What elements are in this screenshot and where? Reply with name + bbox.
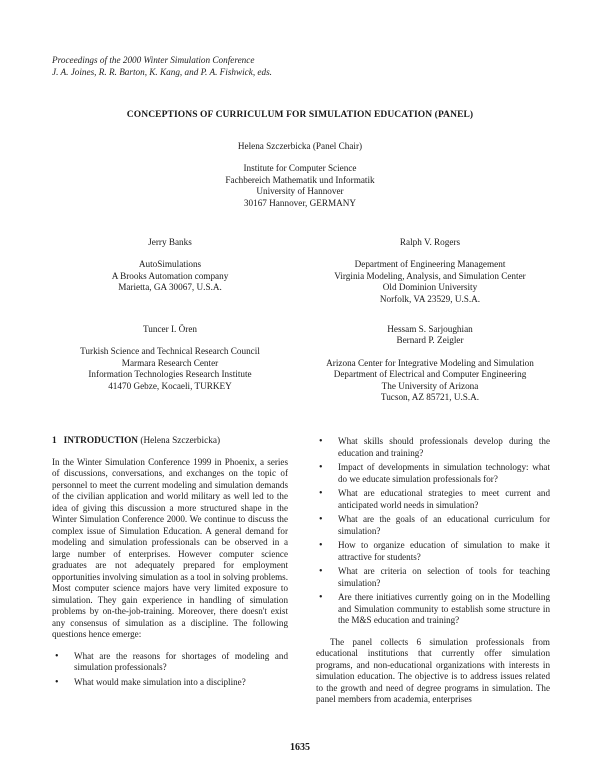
right-column (316, 436, 550, 706)
proceedings-header (52, 54, 272, 78)
paper-title: CONCEPTIONS OF CURRICULUM FOR SIMULATION EDUCATION (PANEL) (126, 110, 474, 120)
chair-affil-2: Fachbereich Mathematik und Informatik (225, 174, 375, 185)
author-block-sarjoughian-zeigler (300, 324, 560, 403)
left-column (52, 436, 288, 691)
list-item: • What are the reasons for shortages of modeling and simulation professionals? (52, 651, 288, 674)
question-list-left (52, 651, 288, 689)
author-name: Ralph V. Rogers (399, 237, 461, 247)
author-affil: Norfolk, VA 23529, U.S.A. (379, 293, 481, 304)
author-affil: Old Dominion University (382, 282, 478, 293)
author-affil: Tucson, AZ 85721, U.S.A. (380, 392, 480, 403)
author-affil: Marmara Research Center (121, 357, 219, 368)
author-affil: Department of Electrical and Computer Engineering (333, 369, 527, 380)
list-item: • Impact of developments in simulation technology: what do we educate simulation professionals for? (316, 462, 550, 485)
chair-name: Helena Szczerbicka (Panel Chair) (237, 141, 363, 151)
author-name: Bernard P. Zeigler (396, 335, 464, 346)
chair-affil-1: Institute for Computer Science (243, 163, 357, 174)
author-affil: Information Technologies Research Institute (88, 369, 252, 380)
author-affil: The University of Arizona (381, 380, 479, 391)
proceedings-line-1: Proceedings of the 2000 Winter Simulation Conference (52, 55, 255, 65)
list-item: • What skills should professionals develop during the education and training? (316, 436, 550, 459)
chair-affil-4: 30167 Hannover, GERMANY (243, 197, 357, 208)
section-number: 1 (52, 436, 57, 446)
list-item: • What would make simulation into a discipline? (52, 677, 288, 689)
section-heading (52, 436, 288, 448)
author-affil: A Brooks Automation company (111, 270, 229, 281)
list-item: • What are the goals of an educational curriculum for simulation? (316, 514, 550, 537)
author-block-oren (40, 324, 300, 392)
section-title: INTRODUCTION (63, 436, 139, 446)
author-affil: Arizona Center for Integrative Modeling and Simulation (326, 357, 534, 368)
author-affil: Turkish Science and Technical Research Council (80, 346, 260, 357)
list-item: • What are criteria on selection of tools for teaching simulation? (316, 566, 550, 589)
author-block-banks (60, 237, 280, 294)
author-affil: AutoSimulations (138, 259, 202, 270)
chair-affil-3: University of Hannover (256, 186, 344, 197)
author-affil: 41470 Gebze, Kocaeli, TURKEY (108, 380, 232, 391)
list-item: • How to organize education of simulation to make it attractive for students? (316, 540, 550, 563)
section-attribution: (Helena Szczerbicka) (140, 436, 221, 446)
panel-paragraph: The panel collects 6 simulation professionals from educational institutions that currently offer simulation programs, and non-educational organizations with interests in simulation education. The objective is to address issues related to the growth and need of degree programs in simulation. The panel members from academia, enterprises (316, 636, 550, 704)
intro-paragraph: In the Winter Simulation Conference 1999 in Phoenix, a series of discussions, conversations, and exchanges on the topic of personnel to meet the current modeling and simulation demands of the civilian application and world military as well led to the idea of giving this discussion a more structured shape in the Winter Simulation Conference 2000. We continue to discuss the complex issue of Simulation Education. A general demand for modeling and simulation professionals can be observed in a large number of enterprises. However computer science graduates are not adequately prepared for employment opportunities involving simulation as a tool in solving problems. Most computer science majors have very limited exposure to simulation. They gain experience in handling of simulation problems by on-the-job-training. Moreover, there doesn't exist any consensus of simulation as a discipline. The following questions hence emerge: (52, 456, 288, 639)
author-affil: Department of Engineering Management (354, 259, 506, 270)
page-number: 1635 (290, 742, 310, 753)
author-affil: Marietta, GA 30067, U.S.A. (118, 282, 222, 293)
chair-block (0, 141, 600, 209)
question-list-right (316, 436, 550, 627)
list-item: • Are there initiatives currently going on in the Modelling and Simulation community to establish some structure in the M&S education and training? (316, 592, 550, 627)
author-affil: Virginia Modeling, Analysis, and Simulation Center (334, 270, 526, 281)
list-item: • What are educational strategies to meet current and anticipated world needs in simulation? (316, 488, 550, 511)
proceedings-line-2: J. A. Joines, R. R. Barton, K. Kang, and P. A. Fishwick, eds. (52, 67, 272, 77)
author-name: Hessam S. Sarjoughian (387, 324, 473, 334)
author-name: Jerry Banks (148, 237, 192, 247)
author-block-rogers (300, 237, 560, 305)
author-name: Tuncer I. Ören (142, 324, 197, 334)
